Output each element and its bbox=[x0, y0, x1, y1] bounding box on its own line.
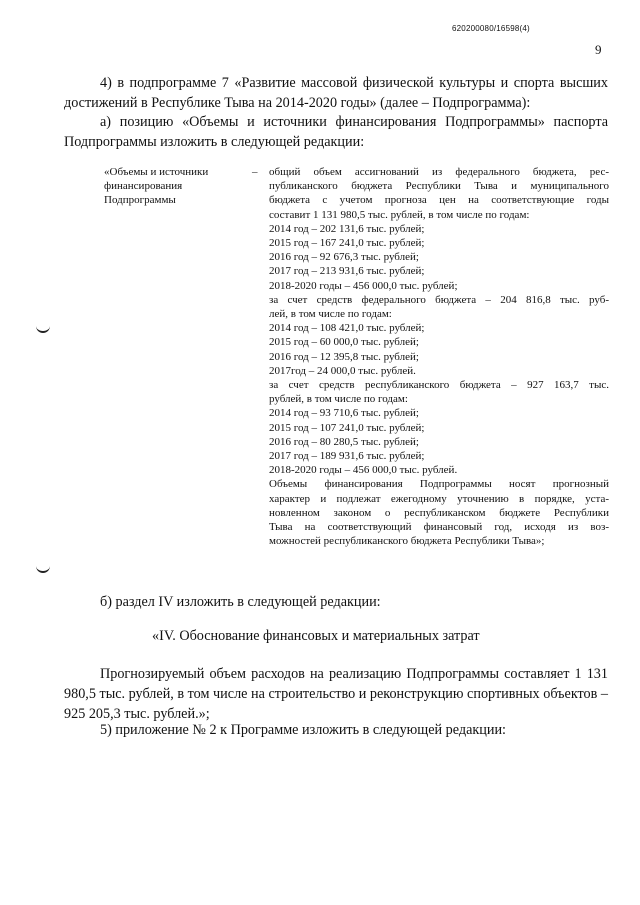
item-a-paragraph: а) позицию «Объемы и источники финансирования Подпрограммы» паспорта Подпрограммы изложить в следующей редакции: bbox=[64, 114, 608, 150]
table-line: 2014 год – 108 421,0 тыс. рублей; bbox=[269, 322, 425, 335]
section-paragraph: Прогнозируемый объем расходов на реализацию Подпрограммы составляет 1 131 980,5 тыс. рублей, в том числе на строительство и реконструкцию спортивных объектов – 925 205,3 тыс. рублей.»; bbox=[64, 666, 608, 722]
table-line: 2018-2020 годы – 456 000,0 тыс. рублей. bbox=[269, 464, 458, 477]
table-dash: – bbox=[252, 166, 258, 178]
table-value-cell bbox=[269, 165, 609, 548]
table-line: можностей республиканского бюджета Республики Тыва»; bbox=[269, 535, 545, 548]
table-line: новленном законом о республиканском бюджете Республики bbox=[269, 506, 609, 519]
table-line: 2017год – 24 000,0 тыс. рублей. bbox=[269, 364, 416, 377]
margin-mark bbox=[36, 566, 50, 573]
item-4-paragraph: 4) в подпрограмме 7 «Развитие массовой физической культуры и спорта высших достижений в Республике Тыва на 2014-2020 годы» (далее – Подпрограмма): bbox=[64, 75, 608, 111]
item-5-paragraph: 5) приложение № 2 к Программе изложить в следующей редакции: bbox=[100, 722, 506, 738]
table-line: 2014 год – 202 131,6 тыс. рублей; bbox=[269, 222, 425, 235]
table-line: 2016 год – 80 280,5 тыс. рублей; bbox=[269, 435, 419, 448]
table-line: рублей, в том числе по годам: bbox=[269, 393, 408, 406]
table-line: за счет средств республиканского бюджета – 927 163,7 тыс. bbox=[269, 379, 609, 392]
table-line: 2015 год – 60 000,0 тыс. рублей; bbox=[269, 336, 419, 349]
document-id: 620200080/16598(4) bbox=[452, 24, 530, 33]
table-line: характер и подлежат ежегодному уточнению в порядке, уста- bbox=[269, 492, 609, 505]
page-number: 9 bbox=[595, 42, 602, 57]
table-line: 2015 год – 167 241,0 тыс. рублей; bbox=[269, 237, 425, 250]
table-line: общий объем ассигнований из федерального бюджета, рес- bbox=[269, 166, 609, 178]
table-line: 2017 год – 213 931,6 тыс. рублей; bbox=[269, 265, 425, 278]
table-line: 2017 год – 189 931,6 тыс. рублей; bbox=[269, 450, 425, 463]
table-line: бюджета с учетом прогноза цен на соответствующие годы bbox=[269, 194, 609, 207]
table-label-cell: «Объемы и источники финансирования Подпрограммы bbox=[104, 166, 209, 206]
table-line: составит 1 131 980,5 тыс. рублей, в том числе по годам: bbox=[269, 208, 530, 221]
margin-mark bbox=[36, 326, 50, 333]
table-line: 2016 год – 12 395,8 тыс. рублей; bbox=[269, 350, 419, 363]
table-line: 2014 год – 93 710,6 тыс. рублей; bbox=[269, 407, 419, 420]
table-line: Объемы финансирования Подпрограммы носят прогнозный bbox=[269, 478, 609, 491]
section-heading: «IV. Обоснование финансовых и материальных затрат bbox=[152, 628, 480, 644]
table-line: публиканского бюджета Республики Тыва и муниципального bbox=[269, 180, 609, 193]
table-line: 2016 год – 92 676,3 тыс. рублей; bbox=[269, 251, 419, 264]
table-line: за счет средств федерального бюджета – 204 816,8 тыс. руб- bbox=[269, 293, 609, 306]
table-line: Тыва на соответствующий финансовый год, исходя из воз- bbox=[269, 521, 609, 534]
table-line: 2015 год – 107 241,0 тыс. рублей; bbox=[269, 421, 425, 434]
table-line: лей, в том числе по годам: bbox=[269, 308, 392, 321]
item-b-paragraph: б) раздел IV изложить в следующей редакции: bbox=[100, 594, 381, 610]
table-line: 2018-2020 годы – 456 000,0 тыс. рублей; bbox=[269, 279, 458, 292]
